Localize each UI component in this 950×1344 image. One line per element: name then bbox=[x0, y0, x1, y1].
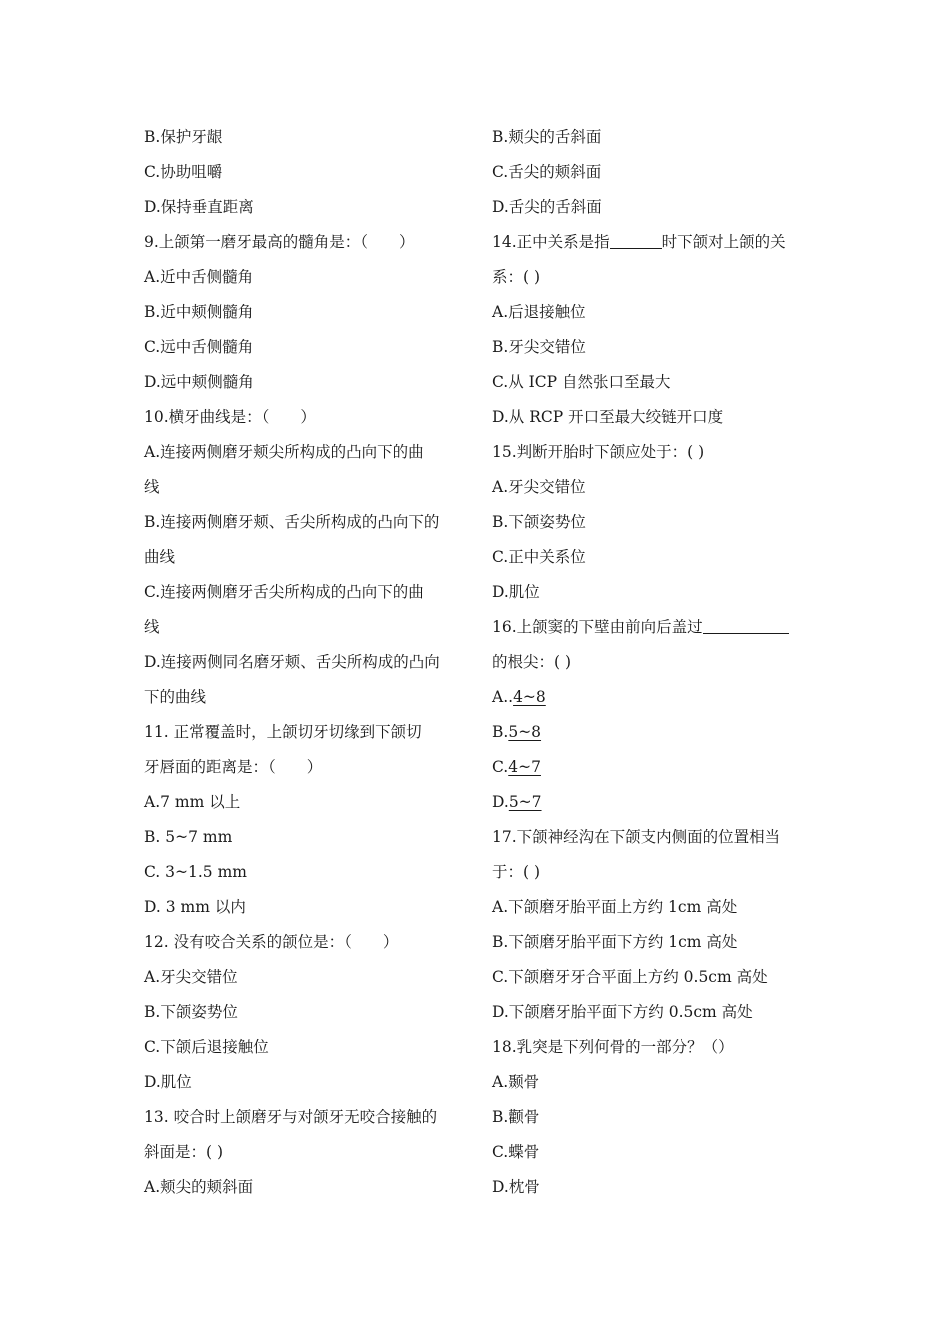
option-line: 线 bbox=[144, 618, 160, 636]
option-line: C.蝶骨 bbox=[492, 1143, 540, 1161]
option-line bbox=[492, 785, 814, 820]
option-line: B.颊尖的舌斜面 bbox=[492, 128, 602, 146]
option-letter: C. bbox=[492, 758, 509, 776]
question-16-prefix: 16.上颌窦的下壁由前向后盖过 bbox=[492, 618, 703, 636]
option-line: B.下颌姿势位 bbox=[492, 513, 586, 531]
option-line: D.肌位 bbox=[492, 583, 540, 601]
question-16-cont: 的根尖：( ) bbox=[492, 653, 572, 671]
question-16 bbox=[492, 610, 814, 645]
option-line: A.7 mm 以上 bbox=[144, 793, 241, 811]
option-line: A.后退接触位 bbox=[492, 303, 586, 321]
option-line: 线 bbox=[144, 478, 160, 496]
option-line: D.肌位 bbox=[144, 1073, 192, 1091]
option-line: C.远中舌侧髓角 bbox=[144, 338, 254, 356]
option-letter: B. bbox=[492, 723, 509, 741]
option-line: B.近中颊侧髓角 bbox=[144, 303, 254, 321]
option-line: C.正中关系位 bbox=[492, 548, 586, 566]
option-line: C.连接两侧磨牙舌尖所构成的凸向下的曲 bbox=[144, 583, 424, 601]
option-line: A.颞骨 bbox=[492, 1073, 540, 1091]
question-18: 18.乳突是下列何骨的一部分？（） bbox=[492, 1038, 734, 1056]
question-13: 13. 咬合时上颌磨牙与对颌牙无咬合接触的 bbox=[144, 1108, 438, 1126]
option-value: 5~8 bbox=[508, 723, 542, 741]
text-line: C.协助咀嚼 bbox=[144, 163, 223, 181]
option-line: D.下颌磨牙胎平面下方约 0.5cm 高处 bbox=[492, 1003, 753, 1021]
option-line: A.牙尖交错位 bbox=[144, 968, 238, 986]
option-letter: D. bbox=[492, 793, 509, 811]
question-14 bbox=[492, 225, 814, 260]
fill-in-blank bbox=[703, 615, 789, 634]
option-line: D.舌尖的舌斜面 bbox=[492, 198, 602, 216]
option-line: B.颧骨 bbox=[492, 1108, 540, 1126]
option-line: D. 3 mm 以内 bbox=[144, 898, 246, 916]
option-line: B. 5~7 mm bbox=[144, 828, 233, 846]
question-11: 11. 正常覆盖时，上颌切牙切缘到下颌切 bbox=[144, 723, 422, 741]
option-line: A.连接两侧磨牙颊尖所构成的凸向下的曲 bbox=[144, 443, 424, 461]
option-line: D.远中颊侧髓角 bbox=[144, 373, 254, 391]
option-line bbox=[492, 750, 814, 785]
option-line: A.近中舌侧髓角 bbox=[144, 268, 254, 286]
option-line: 下的曲线 bbox=[144, 688, 207, 706]
question-17: 17.下颌神经沟在下颌支内侧面的位置相当 bbox=[492, 828, 781, 846]
option-value: 4~7 bbox=[508, 758, 541, 776]
option-line: C.从 ICP 自然张口至最大 bbox=[492, 373, 671, 391]
option-line: D.从 RCP 开口至最大绞链开口度 bbox=[492, 408, 724, 426]
option-line: D.枕骨 bbox=[492, 1178, 540, 1196]
fill-in-blank bbox=[610, 230, 662, 249]
question-15: 15.判断开胎时下颌应处于：( ) bbox=[492, 443, 705, 461]
left-column bbox=[144, 120, 466, 1205]
option-line bbox=[492, 680, 814, 715]
option-line: A.牙尖交错位 bbox=[492, 478, 586, 496]
option-line: A.颊尖的颊斜面 bbox=[144, 1178, 254, 1196]
text-line: D.保持垂直距离 bbox=[144, 198, 254, 216]
option-letter: A.. bbox=[492, 688, 514, 706]
option-line: C.下颌后退接触位 bbox=[144, 1038, 269, 1056]
question-9: 9.上颌第一磨牙最高的髓角是：（ ） bbox=[144, 233, 415, 251]
option-line: A.下颌磨牙胎平面上方约 1cm 高处 bbox=[492, 898, 738, 916]
option-line: 曲线 bbox=[144, 548, 176, 566]
option-line: B.下颌姿势位 bbox=[144, 1003, 238, 1021]
option-line: B.连接两侧磨牙颊、舌尖所构成的凸向下的 bbox=[144, 513, 440, 531]
option-line: B.牙尖交错位 bbox=[492, 338, 586, 356]
question-11-cont: 牙唇面的距离是：（ ） bbox=[144, 758, 323, 776]
option-value: 4~8 bbox=[513, 688, 546, 706]
question-10: 10.横牙曲线是：（ ） bbox=[144, 408, 316, 426]
option-line: C. 3~1.5 mm bbox=[144, 863, 247, 881]
option-line: B.下颌磨牙胎平面下方约 1cm 高处 bbox=[492, 933, 738, 951]
question-14-prefix: 14.正中关系是指 bbox=[492, 233, 610, 251]
option-line bbox=[492, 715, 814, 750]
question-17-cont: 于：( ) bbox=[492, 863, 541, 881]
option-value: 5~7 bbox=[508, 793, 542, 811]
question-12: 12. 没有咬合关系的颌位是：（ ） bbox=[144, 933, 399, 951]
option-line: D.连接两侧同名磨牙颊、舌尖所构成的凸向 bbox=[144, 653, 440, 671]
option-line: C.下颌磨牙牙合平面上方约 0.5cm 高处 bbox=[492, 968, 768, 986]
question-13-cont: 斜面是：( ) bbox=[144, 1143, 224, 1161]
question-14-cont: 系：( ) bbox=[492, 268, 541, 286]
right-column bbox=[492, 120, 814, 1205]
option-line: C.舌尖的颊斜面 bbox=[492, 163, 602, 181]
text-line: B.保护牙龈 bbox=[144, 128, 223, 146]
question-14-suffix: 时下颌对上颌的关 bbox=[661, 233, 786, 251]
